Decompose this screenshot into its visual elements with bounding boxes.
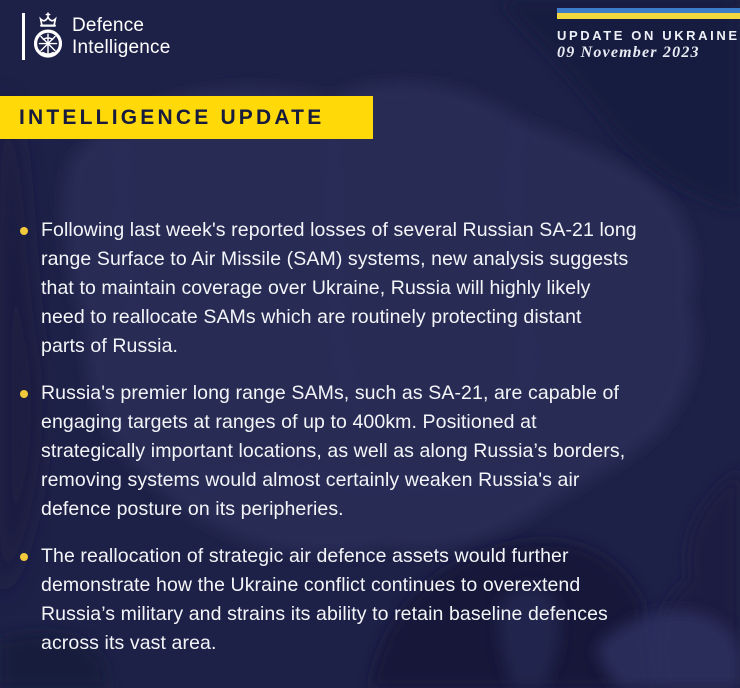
flag-yellow-stripe — [557, 13, 740, 19]
bullet-item-2 — [20, 379, 710, 524]
update-on-ukraine-label: UPDATE ON UKRAINE — [557, 28, 740, 43]
bullet-dot-icon — [20, 227, 28, 235]
bullet-item-1 — [20, 216, 710, 361]
logo-line2: Intelligence — [72, 36, 171, 58]
bullet-text-2: Russia's premier long range SAMs, such as SA-21, are capable of engaging targets at ranges of up to 400km. Positioned at strategically important locations, as well as along Russia’s borders, removing systems would almost certainly weaken Russia's air defence posture on its peripheries. — [41, 382, 626, 520]
logo-line1: Defence — [72, 15, 145, 36]
bullet-list — [20, 216, 710, 676]
intelligence-update-banner — [0, 96, 373, 139]
update-on-ukraine-block — [557, 8, 740, 62]
mod-crest-icon — [31, 12, 65, 61]
logo-text — [72, 15, 171, 58]
logo-divider-bar — [22, 13, 25, 60]
ukraine-flag-ribbon-icon — [557, 8, 740, 19]
bullet-item-3 — [20, 542, 710, 658]
banner-title: INTELLIGENCE UPDATE — [19, 105, 325, 129]
defence-intelligence-logo — [22, 12, 171, 61]
bullet-text-1: Following last week's reported losses of several Russian SA-21 long range Surface to Air Missile (SAM) systems, new analysis suggests that to maintain coverage over Ukraine, Russia will highly likely need to reallocate SAMs which are routinely protecting distant parts of Russia. — [41, 219, 637, 357]
bullet-dot-icon — [20, 390, 28, 398]
bullet-dot-icon — [20, 553, 28, 561]
update-date: 09 November 2023 — [557, 44, 700, 61]
bullet-text-3: The reallocation of strategic air defence assets would further demonstrate how the Ukraine conflict continues to overextend Russia’s military and strains its ability to retain baseline defences across its vast area. — [41, 545, 608, 654]
